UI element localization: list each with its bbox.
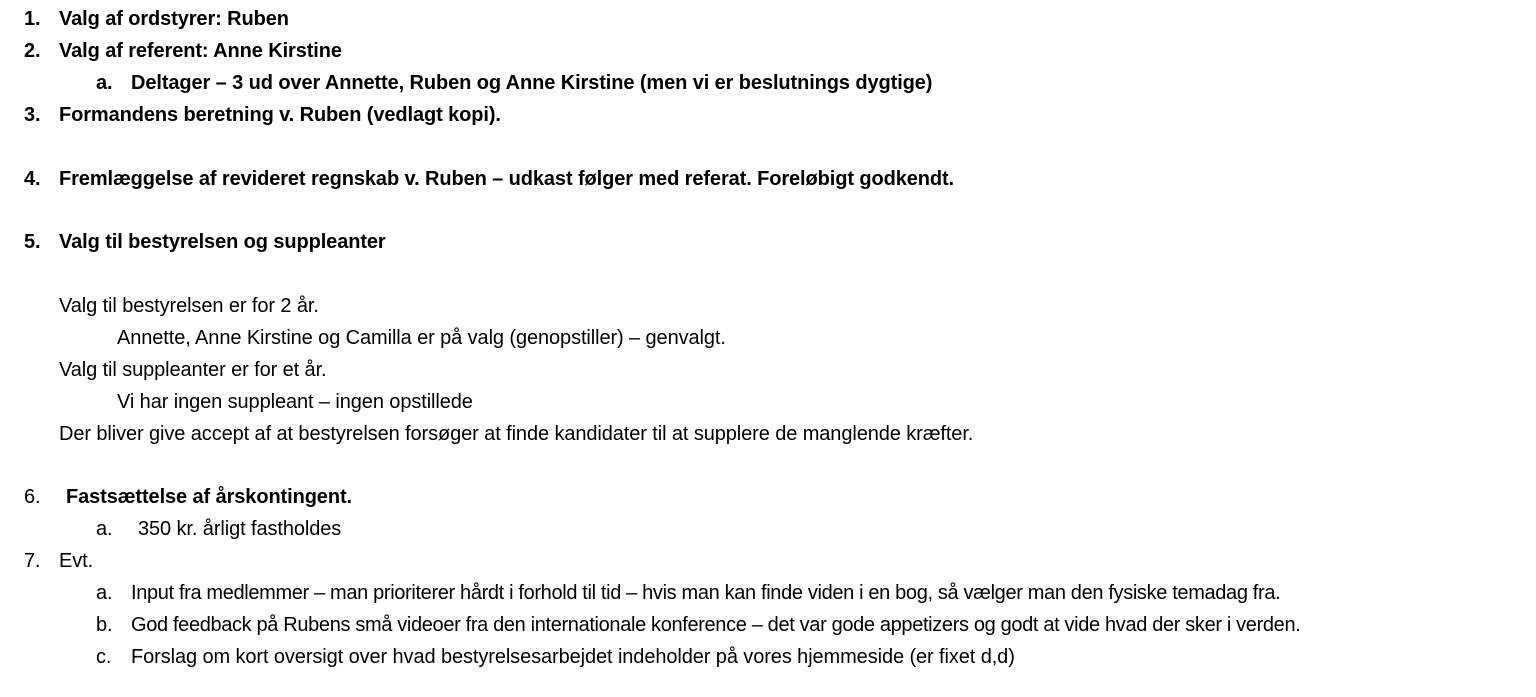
body-line: Annette, Anne Kirstine og Camilla er på valg (genopstiller) – genvalgt. bbox=[117, 327, 726, 349]
item-number: 7. bbox=[24, 550, 41, 572]
subitem-letter: a. bbox=[96, 582, 113, 604]
subitem-text: 350 kr. årligt fastholdes bbox=[138, 518, 342, 540]
body-line: Valg til suppleanter er for et år. bbox=[59, 359, 327, 381]
body-line: Vi har ingen suppleant – ingen opstillede bbox=[117, 391, 473, 413]
item-text: Valg af referent: Anne Kirstine bbox=[59, 40, 342, 62]
item-text: Valg til bestyrelsen og suppleanter bbox=[59, 231, 386, 253]
item-text: Fastsættelse af årskontingent. bbox=[66, 486, 352, 508]
item-number: 2. bbox=[24, 40, 41, 62]
item-text: Valg af ordstyrer: Ruben bbox=[59, 8, 289, 30]
subitem-letter: a. bbox=[96, 72, 113, 94]
item-number: 3. bbox=[24, 104, 41, 126]
body-line: Der bliver give accept af at bestyrelsen forsøger at finde kandidater til at supplere de manglende kræfter. bbox=[59, 423, 974, 445]
subitem-text: Deltager – 3 ud over Annette, Ruben og Anne Kirstine (men vi er beslutnings dygtige) bbox=[131, 72, 933, 94]
subitem-letter: c. bbox=[96, 646, 112, 668]
item-number: 5. bbox=[24, 231, 41, 253]
item-number: 4. bbox=[24, 168, 41, 190]
item-number: 6. bbox=[24, 486, 41, 508]
item-text: Evt. bbox=[59, 550, 94, 572]
subitem-text: Forslag om kort oversigt over hvad bestyrelsesarbejdet indeholder på vores hjemmeside (er fixet d,d) bbox=[131, 646, 1015, 668]
subitem-text: God feedback på Rubens små videoer fra den internationale konference – det var gode appetizers og godt at vide hvad der sker i verden. bbox=[131, 614, 1301, 636]
body-line: Valg til bestyrelsen er for 2 år. bbox=[59, 295, 319, 317]
subitem-letter: b. bbox=[96, 614, 113, 636]
item-text: Fremlæggelse af revideret regnskab v. Ruben – udkast følger med referat. Foreløbigt godkendt. bbox=[59, 168, 954, 190]
item-text: Formandens beretning v. Ruben (vedlagt kopi). bbox=[59, 104, 501, 126]
subitem-letter: a. bbox=[96, 518, 113, 540]
item-number: 1. bbox=[24, 8, 41, 30]
subitem-text: Input fra medlemmer – man prioriterer hårdt i forhold til tid – hvis man kan finde viden i en bog, så vælger man den fysiske temadag fra. bbox=[131, 582, 1281, 604]
